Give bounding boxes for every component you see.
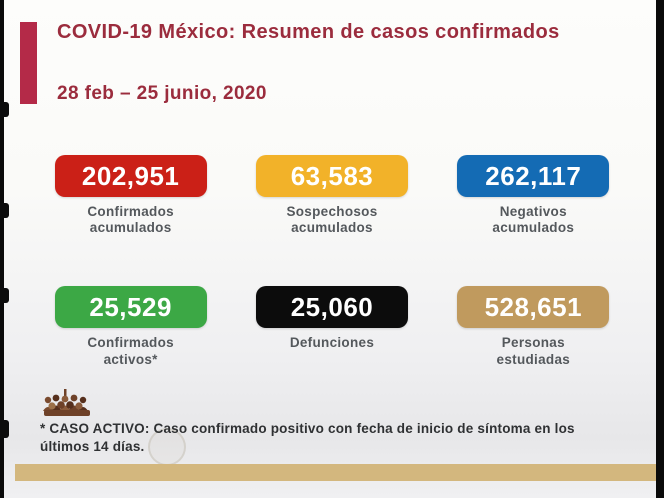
stat-value-box	[55, 286, 207, 328]
stat-label	[87, 335, 174, 367]
stat-value-box	[457, 286, 609, 328]
stat-label	[290, 335, 374, 351]
stat-personas-estudiadas	[433, 286, 634, 367]
stat-confirmados-activos	[30, 286, 231, 367]
video-artifact	[0, 102, 9, 117]
video-artifact	[0, 420, 9, 438]
stat-defunciones	[231, 286, 432, 367]
stat-label-line: activos*	[103, 351, 158, 367]
stat-value: 528,651	[484, 291, 583, 322]
video-artifact	[0, 288, 9, 303]
stat-label-line: Confirmados	[87, 204, 174, 219]
video-artifact	[0, 203, 9, 218]
page-title: COVID-19 México: Resumen de casos confirmados	[57, 21, 560, 43]
video-letterbox-right	[656, 0, 664, 498]
stat-sospechosos-acumulados	[231, 155, 432, 236]
date-range: 28 feb – 25 junio, 2020	[57, 83, 267, 104]
stat-value: 25,060	[290, 291, 374, 322]
stat-label-line: Personas	[501, 335, 565, 351]
stat-label-line: acumulados	[492, 220, 575, 236]
people-group-icon	[40, 389, 96, 421]
stat-value: 202,951	[81, 160, 180, 191]
stat-value: 25,529	[89, 291, 172, 322]
stat-negativos-acumulados	[433, 155, 634, 236]
footnote-caso-activo: * CASO ACTIVO: Caso confirmado positivo con fecha de inicio de síntoma en los últimos 14 días.	[40, 421, 575, 455]
stat-label-line: Confirmados	[87, 335, 174, 351]
stat-label-line: acumulados	[291, 220, 373, 236]
stats-grid	[30, 155, 634, 368]
stat-value-box	[55, 155, 207, 197]
stat-label-line: Sospechosos	[286, 204, 378, 219]
stat-label-line: acumulados	[89, 220, 172, 236]
footer-accent-bar	[15, 464, 664, 481]
stat-confirmados-acumulados	[30, 155, 231, 236]
stat-label	[497, 335, 571, 367]
stat-label	[286, 204, 377, 236]
stat-label	[492, 204, 574, 236]
title-accent-bar	[20, 22, 37, 104]
stat-value: 262,117	[485, 160, 582, 191]
stat-label-line: estudiadas	[496, 351, 571, 367]
stat-value-box	[457, 155, 609, 197]
stat-value-box	[256, 155, 408, 197]
stat-value: 63,583	[290, 160, 374, 191]
stat-label	[87, 204, 174, 236]
stat-label-line: Defunciones	[289, 335, 375, 351]
stat-value-box	[256, 286, 408, 328]
stat-label-line: Negativos	[499, 204, 567, 219]
